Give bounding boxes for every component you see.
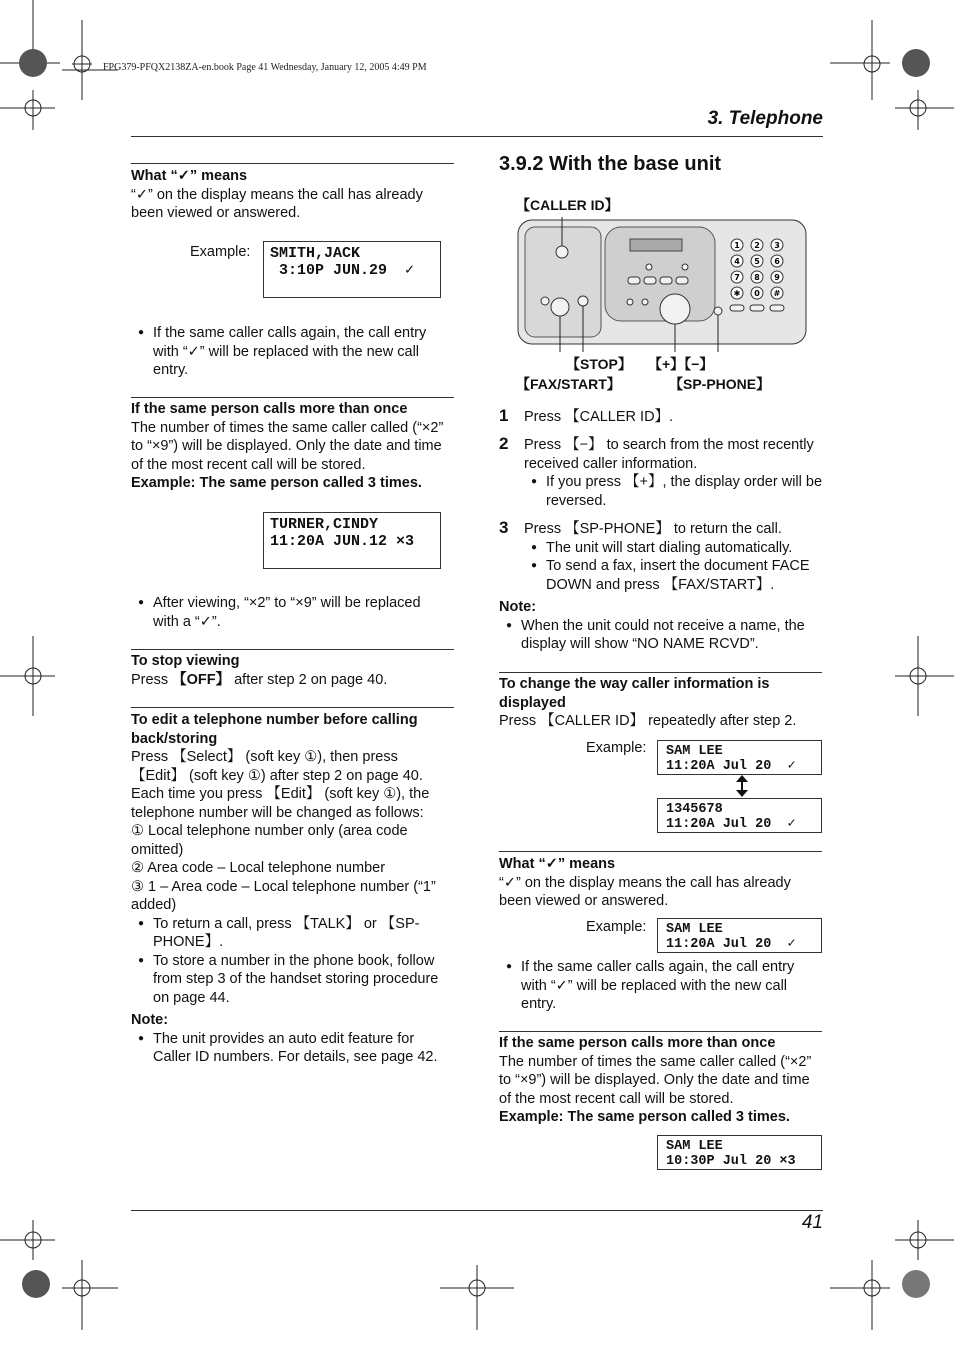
example-text: Example: The same person called 3 times. (499, 1109, 790, 1125)
key-6: 6 (774, 257, 780, 266)
right-rule-1 (499, 672, 822, 673)
keypad-row-2 (731, 255, 783, 267)
heading: To stop viewing (131, 653, 240, 669)
key-8: 8 (754, 273, 760, 282)
key-2: 2 (754, 241, 760, 250)
heading: To edit a telephone number before calling back/storing (131, 712, 418, 747)
note-bullet: ● The unit provides an auto edit feature for Caller ID numbers. For details, see page 42. (131, 1030, 454, 1067)
step-1-number: 1 (499, 406, 509, 425)
text: after step 2 on page 40. (230, 671, 388, 688)
key-5: 5 (754, 257, 760, 266)
bullet: ● If you press 【+】, the display order will be reversed. (524, 473, 824, 510)
lcd-display-2 (657, 798, 822, 833)
lcd-line-2: 11:20A JUN.12 ×3 (270, 533, 415, 550)
step-3-number: 3 (499, 518, 509, 537)
key-4: 4 (734, 257, 740, 266)
bullet-2: ● To store a number in the phone book, follow from step 3 of the handset storing procedure on page 44. (131, 952, 454, 1008)
left-rule-1 (131, 163, 454, 164)
plus-minus-label: 【+】【−】 (648, 356, 714, 372)
right-bullet (499, 958, 817, 1014)
key-star: ✱ (733, 289, 741, 298)
step-2-number: 2 (499, 434, 509, 453)
lcd-line-2: 11:20A Jul 20 ✓ (666, 937, 796, 952)
left-edit (131, 711, 454, 1067)
key-hash: # (773, 289, 781, 298)
bullet-1: ● To return a call, press 【TALK】 or 【SP-PHONE】. (131, 915, 454, 952)
right-rule-3 (499, 1031, 822, 1032)
left-same-person (131, 400, 454, 493)
lcd-display (657, 918, 822, 953)
section-title: 3. Telephone (707, 108, 823, 129)
option-3: ③ 1 – Area code – Local telephone number (“1” added) (131, 878, 436, 913)
bullet-2: ● To send a fax, insert the document FACE DOWN and press 【FAX/START】. (524, 557, 824, 594)
lcd-line-2: 10:30P Jul 20 ×3 (666, 1154, 796, 1169)
file-info: FPG379-PFQX2138ZA-en.book Page 41 Wednesday, January 12, 2005 4:49 PM (103, 62, 427, 73)
key-3: 3 (774, 241, 780, 250)
bullet-text: ● If the same caller calls again, the call entry with “✓” will be replaced with the new call entry. (131, 324, 449, 380)
heading: If the same person calls more than once (499, 1035, 776, 1051)
note-bullet: ● When the unit could not receive a name, the display will show “NO NAME RCVD”. (499, 617, 823, 654)
caller-id-label: 【CALLER ID】 (516, 197, 619, 213)
lcd-display-1 (657, 740, 822, 775)
lcd-display (263, 512, 441, 569)
example-text: Example: The same person called 3 times. (131, 475, 422, 491)
paragraph: Press 【CALLER ID】 repeatedly after step 2. (499, 713, 797, 729)
lcd-line-1: SAM LEE (666, 1139, 723, 1154)
fax-start-label: 【FAX/START】 (516, 376, 621, 392)
step-text: Press 【CALLER ID】. (524, 409, 674, 425)
right-rule-2 (499, 851, 822, 852)
left-what-means (131, 167, 454, 223)
note-label: Note: (499, 599, 537, 615)
heading: What “✓” means (499, 856, 616, 872)
paragraph: “✓” on the display means the call has already been viewed or answered. (131, 186, 423, 221)
paragraph: “✓” on the display means the call has already been viewed or answered. (499, 874, 791, 909)
right-title: 3.9.2 With the base unit (499, 153, 722, 175)
lcd-line-1: SAM LEE (666, 744, 723, 759)
keypad-row-3 (731, 271, 783, 283)
lcd-line-1: TURNER,CINDY (270, 516, 379, 533)
keypad-row-1 (731, 239, 783, 251)
lcd-line-1: 1345678 (666, 802, 723, 817)
paragraph: The number of times the same caller called (“×2” to “×9”) will be displayed. Only the date and time of the most recent call will be stored. (131, 419, 444, 473)
step-3 (524, 520, 824, 594)
right-what-means (499, 855, 822, 911)
step-text: Press 【SP-PHONE】 to return the call. (524, 521, 782, 537)
key-7: 7 (734, 273, 740, 282)
key-1: 1 (734, 241, 740, 250)
bullet-1: ● The unit will start dialing automatically. (524, 539, 824, 558)
lcd-line-2: 3:10P JUN.29 ✓ (270, 262, 415, 279)
bullet-text: ● After viewing, “×2” to “×9” will be replaced with a “✓”. (131, 594, 449, 631)
lcd-line-1: SMITH,JACK (270, 245, 361, 262)
step-2 (524, 436, 824, 510)
paragraph (131, 671, 454, 690)
right-change-way (499, 675, 822, 731)
paragraph: Press 【Select】 (soft key ①), then press 【Edit】 (soft key ①) after step 2 on page 40. Each time you press 【Edit】 (soft key ①), the telephone number will be changed as follows: (131, 749, 430, 821)
key-0: 0 (754, 289, 760, 298)
right-note (499, 598, 823, 654)
left-stop-viewing (131, 652, 454, 689)
header-rule (131, 136, 823, 137)
heading: If the same person calls more than once (131, 401, 408, 417)
note-label: Note: (131, 1012, 169, 1028)
left-bullet-2 (131, 594, 449, 631)
option-2: ② Area code – Local telephone number (131, 860, 386, 876)
heading: To change the way caller information is displayed (499, 676, 770, 711)
sp-phone-label: 【SP-PHONE】 (669, 376, 771, 392)
paragraph: The number of times the same caller called (“×2” to “×9”) will be displayed. Only the date and time of the most recent call will be stored. (499, 1053, 812, 1107)
lcd-line-2: 11:20A Jul 20 ✓ (666, 817, 796, 832)
footer-rule (131, 1210, 823, 1211)
keypad-row-4 (731, 287, 783, 299)
left-rule-3 (131, 649, 454, 650)
left-bullet-1 (131, 324, 449, 380)
step-text: Press 【−】 to search from the most recently received caller information. (524, 437, 814, 472)
step-1 (524, 408, 824, 427)
option-1: ① Local telephone number only (area code omitted) (131, 823, 408, 858)
lcd-line-2: 11:20A Jul 20 ✓ (666, 759, 796, 774)
example-label: Example: (586, 919, 647, 935)
lcd-display (657, 1135, 822, 1170)
example-label: Example: (586, 740, 647, 756)
lcd-line-1: SAM LEE (666, 922, 723, 937)
text: Press (131, 671, 173, 688)
base-unit-diagram (515, 217, 815, 352)
off-key: 【OFF】 (172, 671, 231, 688)
page-number: 41 (801, 1212, 823, 1233)
lcd-display (263, 241, 441, 298)
stop-label: 【STOP】 (566, 356, 632, 372)
example-label: Example: (190, 244, 251, 260)
left-rule-4 (131, 707, 454, 708)
key-9: 9 (774, 273, 780, 282)
left-rule-2 (131, 397, 454, 398)
double-arrow-icon (734, 775, 750, 797)
right-same-person (499, 1034, 822, 1127)
heading: What “✓” means (131, 168, 248, 184)
bullet-text: ● If the same caller calls again, the call entry with “✓” will be replaced with the new call entry. (499, 958, 817, 1014)
